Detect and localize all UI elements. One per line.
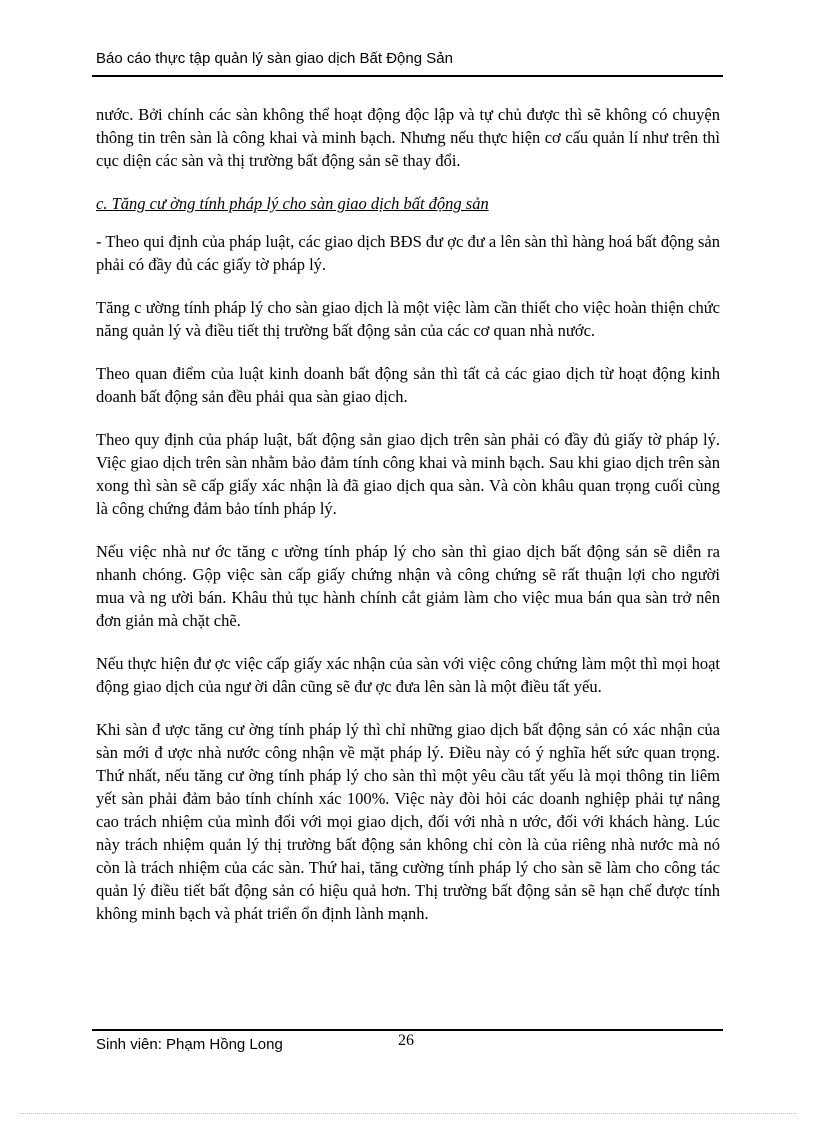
- header-rule: [92, 75, 723, 77]
- header-title: Báo cáo thực tập quản lý sàn giao dịch Bất Động Sản: [96, 50, 453, 67]
- paragraph: Theo quy định của pháp luật, bất động sản giao dịch trên sàn phải có đầy đủ giấy tờ pháp lý. Việc giao dịch trên sàn nhằm bảo đảm tính công khai và minh bạch. Sau khi giao dịch trên sàn xong thì sàn sẽ cấp giấy xác nhận là đã giao dịch qua sàn. Và còn khâu quan trọng cuối cùng là công chứng đảm bảo tính pháp lý.: [96, 430, 720, 518]
- section-heading: c. Tăng cư ờng tính pháp lý cho sàn giao dịch bất động sản: [96, 194, 489, 213]
- paragraph: - Theo qui định của pháp luật, các giao dịch BĐS đư ợc đư a lên sàn thì hàng hoá bất động sản phải có đầy đủ các giấy tờ pháp lý.: [96, 232, 720, 274]
- paragraph: Tăng c ường tính pháp lý cho sàn giao dịch là một việc làm cần thiết cho việc hoàn thiện chức năng quản lý và điều tiết thị trường bất động sản của các cơ quan nhà nước.: [96, 298, 720, 340]
- page-number: 26: [398, 1032, 414, 1049]
- document-body: [96, 103, 720, 945]
- paragraph: Theo quan điểm của luật kinh doanh bất động sản thì tất cả các giao dịch từ hoạt động kinh doanh bất động sản đều phải qua sàn giao dịch.: [96, 364, 720, 406]
- footer-rule: [92, 1029, 723, 1031]
- paragraph: Nếu thực hiện đư ợc việc cấp giấy xác nhận của sàn với việc công chứng làm một thì mọi hoạt động giao dịch của ngư ời dân cũng sẽ đư ợc đưa lên sàn là một điều tất yếu.: [96, 654, 720, 696]
- footer-student: Sinh viên: Phạm Hồng Long: [96, 1036, 283, 1053]
- paragraph: Nếu việc nhà nư ớc tăng c ường tính pháp lý cho sàn thì giao dịch bất động sản sẽ diễn ra nhanh chóng. Gộp việc sàn cấp giấy chứng nhận và công chứng sẽ rất thuận lợi cho người mua và ng ười bán. Khâu thủ tục hành chính cắt giảm làm cho việc mua bán qua sàn trở nên đơn giản mà chặt chẽ.: [96, 542, 720, 630]
- paragraph: Khi sàn đ ược tăng cư ờng tính pháp lý thì chỉ những giao dịch bất động sản có xác nhận của sàn mới đ ược nhà nước công nhận về mặt pháp lý. Điều này có ý nghĩa hết sức quan trọng. Thứ nhất, nếu tăng cư ờng tính pháp lý cho sàn thì một yêu cầu tất yếu là mọi thông tin liêm yết sàn phải đảm bảo tính chính xác 100%. Việc này đòi hỏi các doanh nghiệp phải tự nâng cao trách nhiệm của mình đối với mọi giao dịch, đối với nhà n ước, đối với khách hàng. Lúc này trách nhiệm quản lý thị trường bất động sản không chỉ còn là của riêng nhà nước mà nó còn là trách nhiệm của các sàn. Thứ hai, tăng cường tính pháp lý cho sàn sẽ làm cho công tác quản lý điều tiết bất động sản có hiệu quả hơn. Thị trường bất động sản sẽ hạn chế được tính không minh bạch và phát triển ổn định lành mạnh.: [96, 720, 720, 923]
- page-edge-dotted-line: [20, 1113, 796, 1114]
- paragraph: nước. Bởi chính các sàn không thể hoạt động độc lập và tự chủ được thì sẽ không có chuyện thông tin trên sàn là công khai và minh bạch. Nhưng nếu thực hiện cơ cấu quản lí như trên thì cục diện các sàn và thị trường bất động sản sẽ thay đổi.: [96, 105, 720, 170]
